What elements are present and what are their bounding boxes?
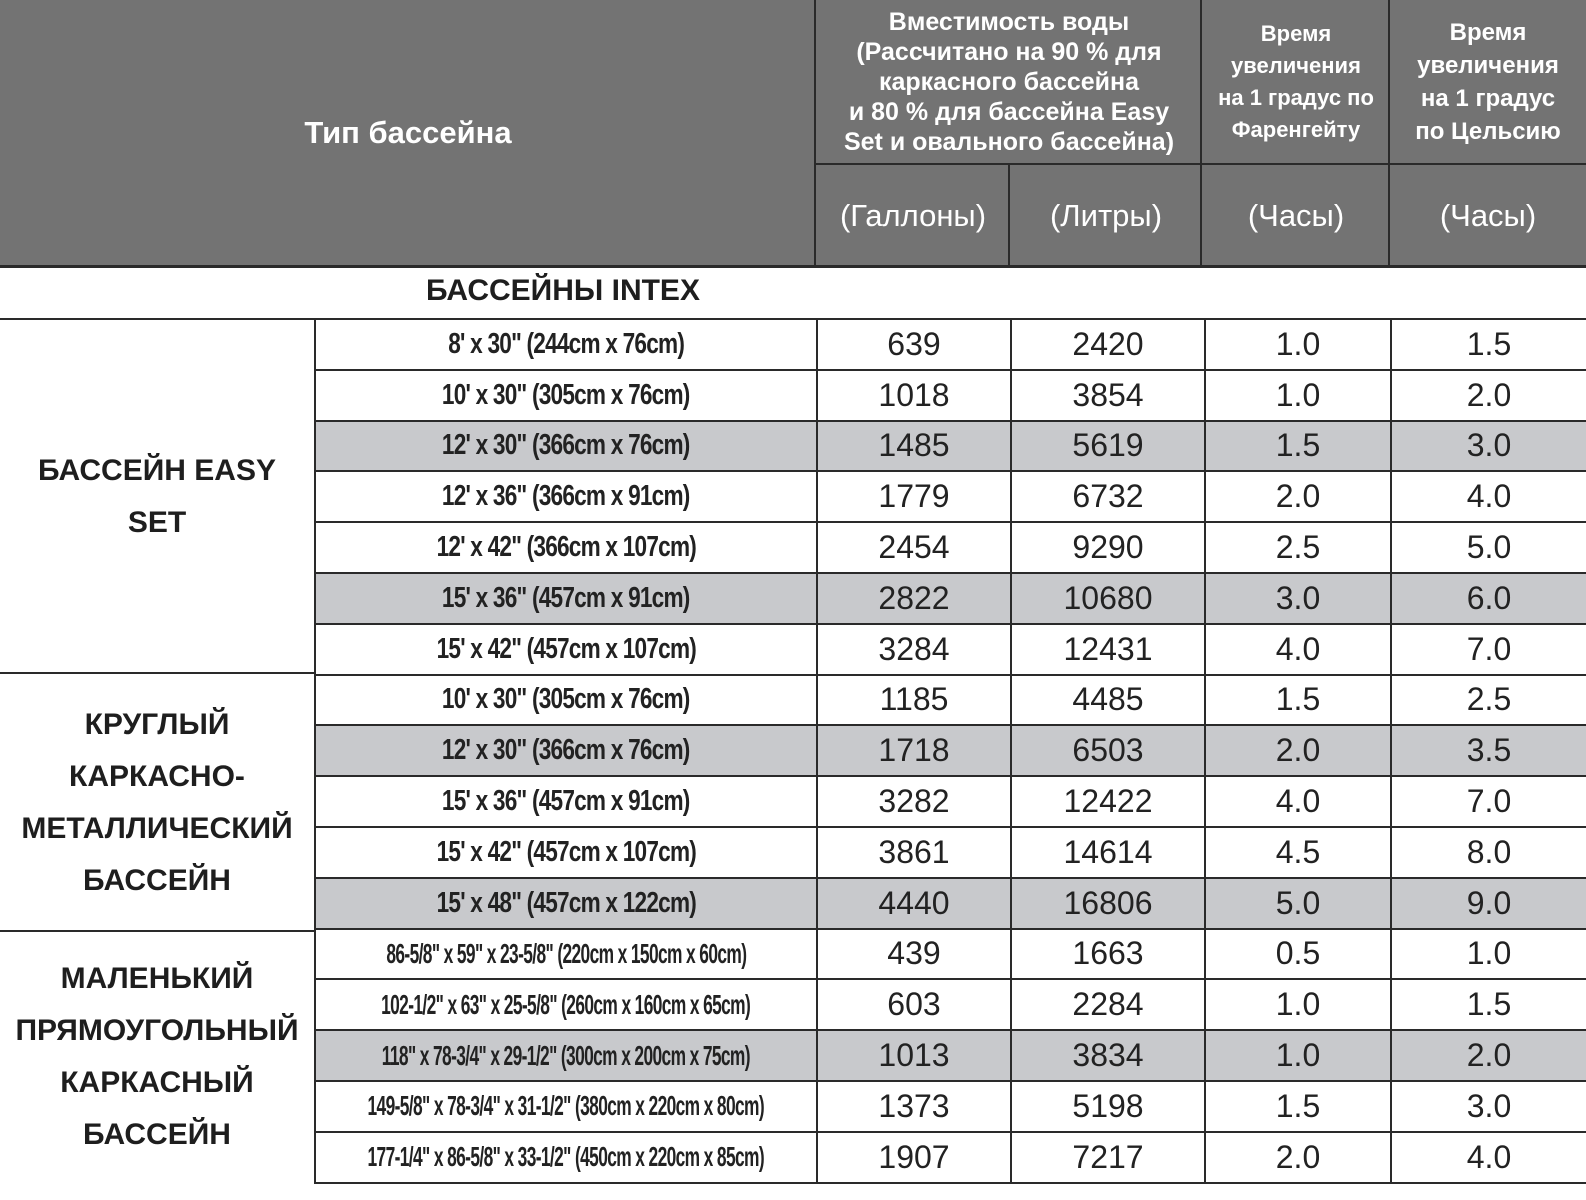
gallons-cell-text: 4440 bbox=[878, 884, 950, 921]
table-row bbox=[314, 828, 1586, 879]
gallons-cell-text: 3284 bbox=[878, 630, 950, 667]
unit-liters: (Литры) bbox=[1049, 198, 1163, 233]
hours-f-cell bbox=[1204, 980, 1390, 1029]
capacity-header-line: Вместимость воды bbox=[888, 8, 1130, 36]
group-label-small-rectangular bbox=[0, 932, 314, 1182]
time-c-line: по Цельсию bbox=[1415, 118, 1561, 145]
hours-f-cell bbox=[1204, 422, 1390, 471]
liters-cell bbox=[1010, 879, 1204, 928]
hours-c-cell bbox=[1390, 472, 1586, 521]
size-cell-text: 12' x 36" (366cm x 91cm) bbox=[442, 480, 690, 513]
gallons-cell bbox=[816, 1133, 1010, 1182]
size-cell-text: 177-1/4" x 86-5/8" x 33-1/2" (450cm x 220cm x 85cm) bbox=[367, 1141, 765, 1173]
liters-cell bbox=[1010, 625, 1204, 674]
liters-cell-text: 5619 bbox=[1072, 427, 1144, 464]
size-cell-text: 8' x 30" (244cm x 76cm) bbox=[448, 327, 684, 360]
time-c-line: увеличения bbox=[1417, 52, 1559, 79]
unit-gallons: (Галлоны) bbox=[839, 198, 987, 233]
liters-cell bbox=[1010, 1082, 1204, 1131]
divider bbox=[1388, 0, 1390, 266]
liters-cell-text: 5198 bbox=[1072, 1087, 1144, 1124]
gallons-cell-text: 1018 bbox=[878, 376, 950, 413]
liters-cell bbox=[1010, 980, 1204, 1029]
group-label-line: КРУГЛЫЙ bbox=[84, 708, 230, 741]
hours-c-cell bbox=[1390, 980, 1586, 1029]
hours-c-cell bbox=[1390, 1133, 1586, 1182]
hours-f-cell bbox=[1204, 726, 1390, 775]
hours-f-cell bbox=[1204, 930, 1390, 979]
size-cell bbox=[314, 980, 816, 1029]
group-label-line: МЕТАЛЛИЧЕСКИЙ bbox=[21, 812, 293, 845]
size-cell bbox=[314, 371, 816, 420]
table-row bbox=[314, 980, 1586, 1031]
gallons-cell-text: 2822 bbox=[878, 579, 950, 616]
hours-c-cell-text: 7.0 bbox=[1466, 630, 1512, 667]
divider bbox=[816, 163, 1586, 165]
liters-cell bbox=[1010, 930, 1204, 979]
hours-f-cell-text: 2.5 bbox=[1275, 529, 1321, 566]
hours-f-cell-text: 0.5 bbox=[1275, 935, 1321, 972]
gallons-cell bbox=[816, 523, 1010, 572]
gallons-cell bbox=[816, 1031, 1010, 1080]
gallons-cell bbox=[816, 777, 1010, 826]
liters-cell bbox=[1010, 1133, 1204, 1182]
liters-cell bbox=[1010, 828, 1204, 877]
section-title: БАССЕЙНЫ INTEX bbox=[426, 274, 700, 307]
liters-cell-text: 3834 bbox=[1072, 1037, 1144, 1074]
hours-c-cell-text: 3.5 bbox=[1466, 732, 1512, 769]
gallons-cell bbox=[816, 828, 1010, 877]
size-cell-text: 15' x 42" (457cm x 107cm) bbox=[436, 632, 696, 665]
size-cell-text: 10' x 30" (305cm x 76cm) bbox=[442, 378, 690, 411]
hours-f-cell bbox=[1204, 320, 1390, 369]
hours-f-cell-text: 1.0 bbox=[1275, 986, 1321, 1023]
divider bbox=[1008, 164, 1010, 266]
liters-cell bbox=[1010, 676, 1204, 725]
gallons-cell bbox=[816, 625, 1010, 674]
gallons-cell-text: 1185 bbox=[879, 681, 949, 718]
gallons-cell-text: 1779 bbox=[878, 478, 950, 515]
gallons-cell bbox=[816, 726, 1010, 775]
size-cell bbox=[314, 726, 816, 775]
table-row bbox=[314, 574, 1586, 625]
gallons-cell-text: 2454 bbox=[878, 529, 950, 566]
gallons-cell-text: 439 bbox=[887, 935, 941, 972]
gallons-cell-text: 1907 bbox=[878, 1138, 950, 1175]
table-row bbox=[314, 422, 1586, 473]
hours-f-cell bbox=[1204, 523, 1390, 572]
liters-cell bbox=[1010, 371, 1204, 420]
size-cell bbox=[314, 930, 816, 979]
table-body bbox=[314, 320, 1586, 1184]
table-row bbox=[314, 879, 1586, 930]
hours-f-cell-text: 1.5 bbox=[1275, 681, 1321, 718]
gallons-cell bbox=[816, 980, 1010, 1029]
capacity-header-line: каркасного бассейна bbox=[878, 68, 1140, 96]
time-c-line: на 1 градус bbox=[1420, 85, 1556, 112]
gallons-cell-text: 1373 bbox=[878, 1087, 950, 1124]
gallons-cell-text: 603 bbox=[887, 986, 941, 1023]
size-cell bbox=[314, 777, 816, 826]
group-label-line: БАССЕЙН bbox=[83, 864, 231, 897]
gallons-cell bbox=[816, 422, 1010, 471]
size-cell bbox=[314, 1082, 816, 1131]
hours-c-cell bbox=[1390, 574, 1586, 623]
hours-f-cell bbox=[1204, 1133, 1390, 1182]
gallons-cell-text: 1718 bbox=[878, 732, 950, 769]
hours-c-cell bbox=[1390, 879, 1586, 928]
hours-c-cell bbox=[1390, 777, 1586, 826]
hours-f-cell-text: 1.5 bbox=[1275, 427, 1321, 464]
hours-c-cell-text: 1.5 bbox=[1466, 986, 1512, 1023]
hours-c-cell bbox=[1390, 930, 1586, 979]
size-cell-text: 15' x 42" (457cm x 107cm) bbox=[436, 835, 696, 868]
capacity-header-line: (Рассчитано на 90 % для bbox=[856, 38, 1162, 66]
liters-cell bbox=[1010, 320, 1204, 369]
hours-f-cell bbox=[1204, 879, 1390, 928]
hours-f-cell-text: 2.0 bbox=[1275, 1138, 1321, 1175]
hours-c-cell-text: 4.0 bbox=[1466, 478, 1512, 515]
size-cell-text: 12' x 30" (366cm x 76cm) bbox=[442, 429, 690, 462]
size-cell-text: 12' x 30" (366cm x 76cm) bbox=[442, 734, 690, 767]
group-label-round-frame bbox=[0, 674, 314, 932]
size-cell bbox=[314, 1133, 816, 1182]
hours-f-cell bbox=[1204, 371, 1390, 420]
divider bbox=[1200, 0, 1202, 266]
liters-cell-text: 4485 bbox=[1072, 681, 1144, 718]
table-row bbox=[314, 676, 1586, 727]
hours-f-cell-text: 4.0 bbox=[1275, 630, 1321, 667]
hours-c-cell-text: 6.0 bbox=[1466, 579, 1512, 616]
gallons-cell-text: 3282 bbox=[878, 783, 950, 820]
group-label-easy-set bbox=[0, 320, 314, 674]
gallons-cell bbox=[816, 371, 1010, 420]
capacity-header bbox=[816, 0, 1202, 164]
size-cell bbox=[314, 1031, 816, 1080]
liters-cell bbox=[1010, 1031, 1204, 1080]
divider bbox=[814, 0, 816, 266]
table-row bbox=[314, 726, 1586, 777]
gallons-cell bbox=[816, 930, 1010, 979]
group-label-line: КАРКАСНЫЙ bbox=[60, 1066, 254, 1099]
liters-cell-text: 16806 bbox=[1063, 884, 1153, 921]
table-row bbox=[314, 930, 1586, 981]
hours-f-cell-text: 3.0 bbox=[1275, 579, 1321, 616]
hours-f-cell bbox=[1204, 472, 1390, 521]
liters-cell-text: 10680 bbox=[1063, 579, 1153, 616]
size-cell-text: 15' x 36" (457cm x 91cm) bbox=[442, 785, 690, 818]
size-cell bbox=[314, 676, 816, 725]
hours-c-cell-text: 7.0 bbox=[1466, 783, 1512, 820]
hours-c-cell bbox=[1390, 422, 1586, 471]
hours-f-cell-text: 1.0 bbox=[1275, 325, 1321, 362]
capacity-header-line: и 80 % для бассейна Easy bbox=[848, 98, 1170, 126]
section-band bbox=[0, 268, 1586, 318]
gallons-cell-text: 3861 bbox=[878, 833, 950, 870]
liters-cell-text: 6503 bbox=[1072, 732, 1144, 769]
hours-f-cell bbox=[1204, 1031, 1390, 1080]
time-c-line: Время bbox=[1449, 19, 1527, 46]
hours-f-cell-text: 5.0 bbox=[1275, 884, 1321, 921]
hours-f-cell-text: 4.5 bbox=[1275, 833, 1321, 870]
liters-cell bbox=[1010, 472, 1204, 521]
hours-f-cell bbox=[1204, 574, 1390, 623]
table-row bbox=[314, 472, 1586, 523]
hours-f-cell-text: 1.5 bbox=[1275, 1087, 1321, 1124]
time-f-line: Фаренгейту bbox=[1231, 117, 1361, 142]
size-cell-text: 12' x 42" (366cm x 107cm) bbox=[436, 531, 696, 564]
table-row bbox=[314, 625, 1586, 676]
capacity-header-line: Set и овального бассейна) bbox=[843, 128, 1175, 156]
liters-cell-text: 2284 bbox=[1072, 986, 1144, 1023]
time-celsius-header bbox=[1390, 0, 1586, 164]
gallons-cell bbox=[816, 1082, 1010, 1131]
gallons-cell-text: 1013 bbox=[878, 1037, 950, 1074]
liters-cell-text: 14614 bbox=[1063, 833, 1153, 870]
liters-cell bbox=[1010, 726, 1204, 775]
size-cell bbox=[314, 879, 816, 928]
hours-c-cell-text: 2.5 bbox=[1466, 681, 1512, 718]
hours-f-cell bbox=[1204, 777, 1390, 826]
hours-c-cell-text: 8.0 bbox=[1466, 833, 1512, 870]
size-cell-text: 15' x 48" (457cm x 122cm) bbox=[436, 886, 696, 919]
hours-c-cell bbox=[1390, 320, 1586, 369]
table-row bbox=[314, 320, 1586, 371]
size-cell bbox=[314, 320, 816, 369]
gallons-cell bbox=[816, 879, 1010, 928]
size-cell-text: 149-5/8" x 78-3/4" x 31-1/2" (380cm x 220cm x 80cm) bbox=[367, 1090, 765, 1122]
liters-cell bbox=[1010, 422, 1204, 471]
size-cell-text: 86-5/8" x 59" x 23-5/8" (220cm x 150cm x 60cm) bbox=[385, 937, 747, 969]
hours-f-cell bbox=[1204, 1082, 1390, 1131]
group-label-line: ПРЯМОУГОЛЬНЫЙ bbox=[15, 1014, 299, 1047]
hours-c-cell-text: 2.0 bbox=[1466, 376, 1512, 413]
table-header bbox=[0, 0, 1586, 266]
hours-f-cell-text: 1.0 bbox=[1275, 1037, 1321, 1074]
liters-cell-text: 7217 bbox=[1072, 1138, 1144, 1175]
unit-hours-f: (Часы) bbox=[1247, 198, 1345, 233]
size-cell-text: 118" x 78-3/4" x 29-1/2" (300cm x 200cm x 75cm) bbox=[381, 1039, 751, 1071]
size-cell bbox=[314, 574, 816, 623]
size-cell bbox=[314, 625, 816, 674]
group-label-line: БАССЕЙН bbox=[83, 1118, 231, 1151]
group-label-line: БАССЕЙН EASY bbox=[38, 454, 276, 487]
table-row bbox=[314, 1133, 1586, 1184]
liters-cell-text: 12422 bbox=[1063, 783, 1153, 820]
size-cell-text: 102-1/2" x 63" x 25-5/8" (260cm x 160cm x 65cm) bbox=[381, 988, 751, 1020]
hours-c-cell-text: 3.0 bbox=[1466, 1087, 1512, 1124]
hours-c-cell-text: 1.0 bbox=[1466, 935, 1512, 972]
gallons-cell bbox=[816, 320, 1010, 369]
hours-c-cell-text: 5.0 bbox=[1466, 529, 1512, 566]
liters-cell-text: 2420 bbox=[1072, 325, 1144, 362]
hours-c-cell bbox=[1390, 523, 1586, 572]
hours-c-cell-text: 4.0 bbox=[1466, 1138, 1512, 1175]
unit-hours-c: (Часы) bbox=[1439, 198, 1537, 233]
liters-cell-text: 1663 bbox=[1072, 935, 1144, 972]
hours-c-cell-text: 1.5 bbox=[1466, 325, 1512, 362]
time-f-line: Время bbox=[1260, 21, 1332, 46]
hours-c-cell bbox=[1390, 828, 1586, 877]
table-row bbox=[314, 1031, 1586, 1082]
time-f-line: на 1 градус по bbox=[1218, 85, 1374, 110]
table-row bbox=[314, 371, 1586, 422]
group-label-line: SET bbox=[127, 506, 187, 539]
hours-f-cell bbox=[1204, 828, 1390, 877]
size-cell bbox=[314, 422, 816, 471]
hours-c-cell bbox=[1390, 676, 1586, 725]
time-fahrenheit-header bbox=[1202, 0, 1390, 164]
hours-f-cell bbox=[1204, 625, 1390, 674]
hours-c-cell bbox=[1390, 371, 1586, 420]
liters-cell-text: 12431 bbox=[1063, 630, 1153, 667]
hours-c-cell bbox=[1390, 1031, 1586, 1080]
liters-cell bbox=[1010, 777, 1204, 826]
time-f-line: увеличения bbox=[1231, 53, 1361, 78]
hours-f-cell-text: 2.0 bbox=[1275, 478, 1321, 515]
gallons-cell bbox=[816, 472, 1010, 521]
pool-type-header: Тип бассейна bbox=[304, 115, 512, 150]
hours-c-cell bbox=[1390, 726, 1586, 775]
hours-c-cell-text: 9.0 bbox=[1466, 884, 1512, 921]
gallons-cell bbox=[816, 574, 1010, 623]
table-row bbox=[314, 777, 1586, 828]
group-label-line: КАРКАСНО- bbox=[69, 760, 245, 793]
liters-cell bbox=[1010, 574, 1204, 623]
liters-cell bbox=[1010, 523, 1204, 572]
gallons-cell-text: 639 bbox=[887, 325, 941, 362]
size-cell-text: 15' x 36" (457cm x 91cm) bbox=[442, 581, 690, 614]
hours-c-cell-text: 3.0 bbox=[1466, 427, 1512, 464]
hours-f-cell-text: 2.0 bbox=[1275, 732, 1321, 769]
size-cell bbox=[314, 472, 816, 521]
hours-c-cell bbox=[1390, 625, 1586, 674]
hours-c-cell-text: 2.0 bbox=[1466, 1037, 1512, 1074]
liters-cell-text: 3854 bbox=[1072, 376, 1144, 413]
size-cell bbox=[314, 523, 816, 572]
liters-cell-text: 6732 bbox=[1072, 478, 1144, 515]
hours-c-cell bbox=[1390, 1082, 1586, 1131]
hours-f-cell-text: 4.0 bbox=[1275, 783, 1321, 820]
group-label-line: МАЛЕНЬКИЙ bbox=[60, 962, 254, 995]
table-row bbox=[314, 1082, 1586, 1133]
gallons-cell bbox=[816, 676, 1010, 725]
hours-f-cell-text: 1.0 bbox=[1275, 376, 1321, 413]
hours-f-cell bbox=[1204, 676, 1390, 725]
size-cell bbox=[314, 828, 816, 877]
table-row bbox=[314, 523, 1586, 574]
gallons-cell-text: 1485 bbox=[878, 427, 950, 464]
size-cell-text: 10' x 30" (305cm x 76cm) bbox=[442, 683, 690, 716]
liters-cell-text: 9290 bbox=[1072, 529, 1144, 566]
